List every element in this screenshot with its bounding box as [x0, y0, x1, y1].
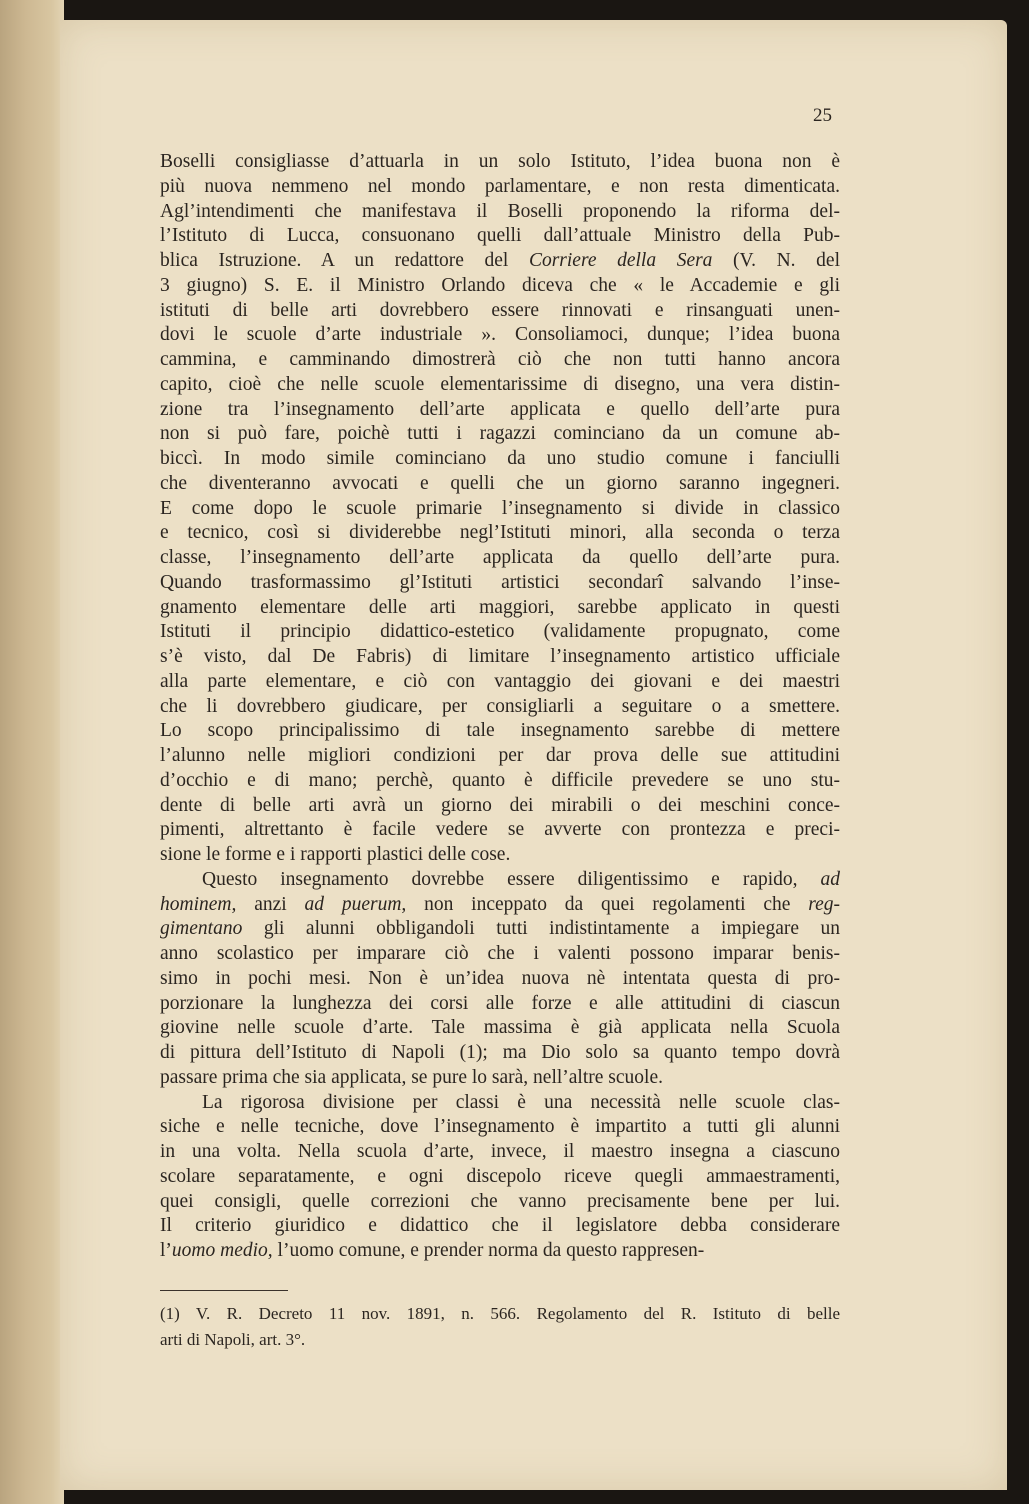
text-line: Istituti il principio didattico-estetico (validamente propugnato, come: [160, 621, 840, 643]
text-line: non si può fare, poichè tutti i ragazzi cominciano da un comune ab-: [160, 423, 840, 445]
text-line: d’occhio e di mano; perchè, quanto è difficile prevedere se uno stu-: [160, 769, 840, 791]
text-line: l’uomo medio, l’uomo comune, e prender norma da questo rappresen-: [160, 1240, 705, 1261]
text-line: l’alunno nelle migliori condizioni per dar prova delle sue attitudini: [160, 745, 840, 766]
text-line: che diventeranno avvocati e quelli che un giorno saranno ingegneri.: [160, 472, 840, 494]
text-line: porzionare la lunghezza dei corsi alle forze e alle attitudini di ciascun: [160, 992, 840, 1014]
text-line: E come dopo le scuole primarie l’insegnamento si divide in classico: [160, 497, 840, 519]
text-line: classe, l’insegnamento dell’arte applicata da quello dell’arte pura.: [160, 547, 840, 568]
text-line: quei consigli, quelle correzioni che vanno precisamente bene per lui.: [160, 1190, 840, 1212]
text-line: Agl’intendimenti che manifestava il Boselli proponendo la riforma del-: [160, 200, 840, 222]
text-line: l’Istituto di Lucca, consuonano quelli dall’attuale Ministro della Pub-: [160, 225, 840, 247]
text-line: s’è visto, dal De Fabris) di limitare l’insegnamento artistico ufficiale: [160, 646, 840, 667]
text-line: zione tra l’insegnamento dell’arte applicata e quello dell’arte pura: [160, 398, 840, 420]
text-line: di pittura dell’Istituto di Napoli (1); ma Dio solo sa quanto tempo dovrà: [160, 1042, 840, 1063]
text-line: gimentano gli alunni obbligandoli tutti indistintamente a impiegare un: [160, 918, 840, 940]
text-line: hominem, anzi ad puerum, non inceppato da quei regolamenti che reg-: [160, 893, 841, 915]
text-line: biccì. In modo simile cominciano da uno studio comune i fanciulli: [160, 448, 840, 469]
footnote-line: arti di Napoli, art. 3°.: [160, 1330, 306, 1349]
text-line: cammina, e camminando dimostrerà ciò che non tutti hanno ancora: [160, 349, 840, 370]
footnote-rule: [160, 1290, 288, 1291]
text-line: sione le forme e i rapporti plastici delle cose.: [160, 844, 511, 865]
page-number: 25: [813, 105, 832, 126]
text-line: gnamento elementare delle arti maggiori, sarebbe applicato in questi: [160, 596, 840, 618]
text-line: Boselli consigliasse d’attuarla in un solo Istituto, l’idea buona non è: [160, 151, 840, 172]
text-line: giovine nelle scuole d’arte. Tale massima è già applicata nella Scuola: [160, 1017, 840, 1039]
text-line: pimenti, altrettanto è facile vedere se avverte con prontezza e preci-: [160, 819, 840, 841]
text-line: in una volta. Nella scuola d’arte, invece, il maestro insegna a ciascuno: [160, 1141, 840, 1162]
text-line: Il criterio giuridico e didattico che il legislatore debba considerare: [160, 1215, 840, 1237]
text-line: e tecnico, così si dividerebbe negl’Istituti minori, alla seconda o terza: [160, 522, 840, 544]
text-line: alla parte elementare, e ciò con vantaggio dei giovani e dei maestri: [160, 670, 840, 692]
text-line: La rigorosa divisione per classi è una necessità nelle scuole clas-: [202, 1091, 840, 1113]
text-line: che li dovrebbero giudicare, per consigliarli a seguitare o a smettere.: [160, 695, 840, 717]
text-line: passare prima che sia applicata, se pure lo sarà, nell’altre scuole.: [160, 1066, 663, 1088]
text-line: scolare separatamente, e ogni discepolo riceve quegli ammaestramenti,: [160, 1165, 840, 1187]
footnote-line: (1) V. R. Decreto 11 nov. 1891, n. 566. Regolamento del R. Istituto di belle: [160, 1304, 840, 1323]
text-line: siche e nelle tecniche, dove l’insegnamento è impartito a tutti gli alunni: [160, 1116, 840, 1138]
text-line: simo in pochi mesi. Non è un’idea nuova nè intentata questa di pro-: [160, 967, 840, 989]
text-line: istituti di belle arti dovrebbero essere rinnovati e rinsanguati unen-: [160, 299, 840, 321]
text-line: anno scolastico per imparare ciò che i valenti possono imparar benis-: [160, 943, 840, 964]
text-line: capito, cioè che nelle scuole elementarissime di disegno, una vera distin-: [160, 373, 840, 395]
text-line: Quando trasformassimo gl’Istituti artistici secondarî salvando l’inse-: [160, 571, 840, 593]
text-line: 3 giugno) S. E. il Ministro Orlando diceva che « le Accademie e gli: [160, 274, 840, 296]
text-line: blica Istruzione. A un redattore del Corriere della Sera (V. N. del: [160, 250, 840, 271]
text-line: dovi le scuole d’arte industriale ». Consoliamoci, dunque; l’idea buona: [160, 324, 840, 346]
book-spine: [0, 0, 64, 1504]
text-line: Lo scopo principalissimo di tale insegnamento sarebbe di mettere: [160, 720, 840, 742]
text-line: più nuova nemmeno nel mondo parlamentare, e non resta dimenticata.: [160, 175, 840, 197]
text-line: Questo insegnamento dovrebbe essere diligentissimo e rapido, ad: [202, 868, 840, 890]
text-line: dente di belle arti avrà un giorno dei mirabili o dei meschini conce-: [160, 794, 840, 816]
